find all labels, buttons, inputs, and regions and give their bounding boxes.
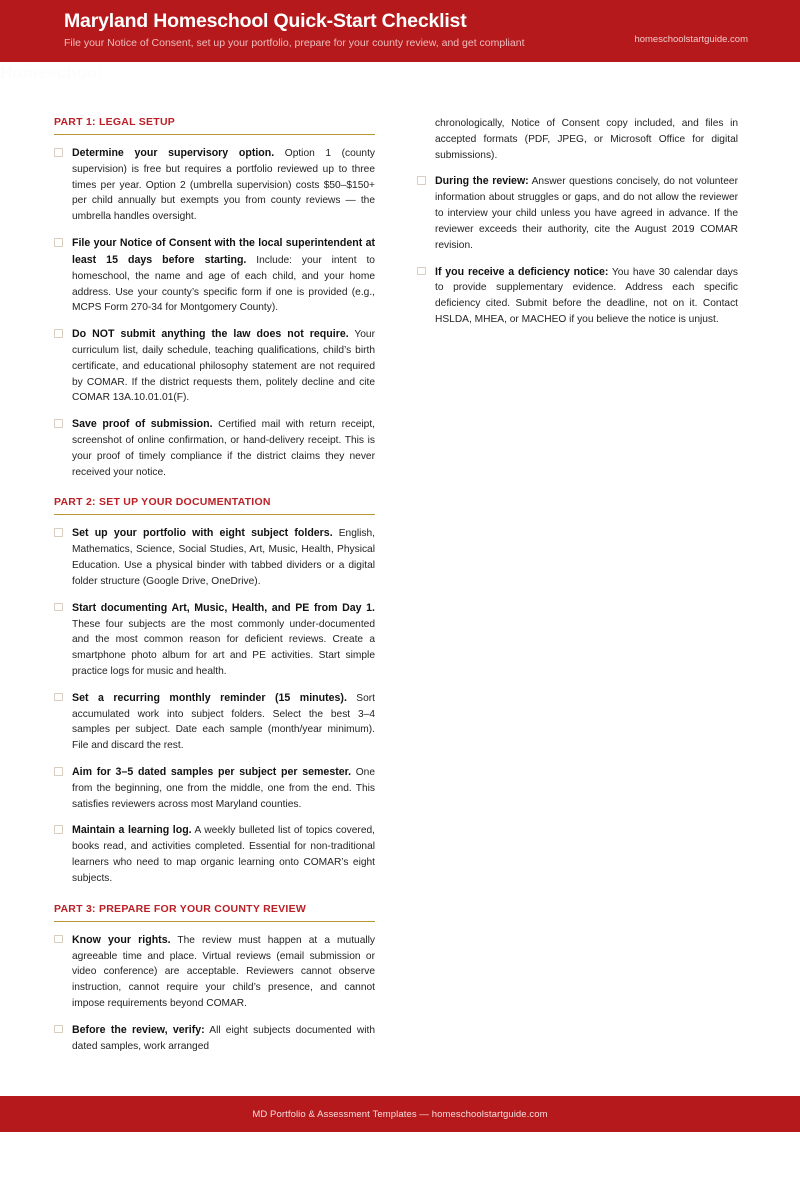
page-subtitle: File your Notice of Consent, set up your portfolio, prepare for your county review, and get compliant xyxy=(64,37,525,50)
checkbox-icon[interactable] xyxy=(54,767,63,776)
checklist-item-lead: Before the review, verify: xyxy=(72,1023,205,1036)
checklist-item-lead: Maintain a learning log. xyxy=(72,824,192,837)
checkbox-icon[interactable] xyxy=(54,1025,63,1034)
checklist-item[interactable] xyxy=(52,525,375,589)
checklist-item-body: One from the beginning, one from the middle, one from the end. This satisfies reviewers across most Maryland counties. xyxy=(72,767,375,810)
checklist xyxy=(52,525,375,886)
checklist-item-body: These four subjects are the most commonly under-documented and the most common reason for deficient reviews. Create a smartphone photo album for art and PE activities. Start simple practice logs for music and health. xyxy=(72,618,375,677)
checkbox-icon[interactable] xyxy=(54,603,63,612)
checklist-item-lead: File your Notice of Consent with the local superintendent at least 15 days before starting. xyxy=(72,237,375,266)
checklist-item-body: All eight subjects documented with dated samples, work arranged xyxy=(72,1024,375,1052)
checklist-item-lead: If you receive a deficiency notice: xyxy=(435,265,609,278)
section-divider xyxy=(54,134,375,135)
checklist-item[interactable] xyxy=(52,932,375,1012)
checklist-section xyxy=(52,496,375,886)
checklist-item-lead: Set up your portfolio with eight subject folders. xyxy=(72,527,333,540)
checklist-item-body: chronologically, Notice of Consent copy included, and files in accepted formats (PDF, JPEG, or Microsoft Office for digital submissions). xyxy=(435,118,738,161)
section-divider xyxy=(54,514,375,515)
section-heading: PART 1: LEGAL SETUP xyxy=(54,116,176,128)
page-title: Maryland Homeschool Quick-Start Checklist xyxy=(64,10,467,32)
checklist-item-lead: Save proof of submission. xyxy=(72,418,213,431)
checklist-continuation xyxy=(415,116,738,163)
checklist-item-body: You have 30 calendar days to provide supplementary evidence. Address each specific deficiency cited. Submit before the deadline, not on it. Contact HSLDA, MHEA, or MACHEO if you believe the notice is unjust. xyxy=(435,266,738,325)
section-heading: PART 3: PREPARE FOR YOUR COUNTY REVIEW xyxy=(54,902,306,915)
page-footer xyxy=(0,1096,800,1132)
checklist-item-body: A weekly bulleted list of topics covered, books read, and activities completed. Essential for non-traditional learners who need to map organic learning onto COMAR’s eight subjects. xyxy=(72,825,375,884)
checklist-item-lead: Determine your supervisory option. xyxy=(72,147,275,159)
left-column xyxy=(52,116,375,1056)
two-column-layout xyxy=(52,62,748,1056)
right-column xyxy=(415,116,738,328)
checklist-item-body: Sort accumulated work into subject folders. Select the best 3–4 samples per subject. Date each sample (month/year minimum). File and discard the rest. xyxy=(72,692,375,752)
checkbox-icon[interactable] xyxy=(54,825,63,834)
checklist-section xyxy=(52,903,375,1055)
checkbox-icon[interactable] xyxy=(54,238,63,247)
checklist-item[interactable] xyxy=(52,416,375,480)
checklist xyxy=(415,116,738,328)
checklist-item[interactable] xyxy=(52,235,375,316)
checkbox-icon[interactable] xyxy=(417,176,426,185)
checkbox-icon[interactable] xyxy=(417,267,426,276)
checklist-item[interactable] xyxy=(52,822,375,886)
checklist-item-lead: Start documenting Art, Music, Health, and PE from Day 1. xyxy=(72,601,375,614)
footer-text: MD Portfolio & Assessment Templates — homeschoolstartguide.com xyxy=(252,1108,548,1120)
checklist-item[interactable] xyxy=(52,600,375,680)
checklist-item[interactable] xyxy=(52,145,375,225)
checklist-item-lead: Set a recurring monthly reminder (15 minutes). xyxy=(72,691,347,704)
checkbox-icon[interactable] xyxy=(54,419,63,428)
checklist-item-lead: Aim for 3–5 dated samples per subject per semester. xyxy=(72,766,352,778)
checklist-item-lead: Know your rights. xyxy=(72,933,171,946)
checklist-item[interactable] xyxy=(52,326,375,406)
header-site-url: homeschoolstartguide.com xyxy=(634,34,748,45)
checklist xyxy=(52,932,375,1055)
checklist-item-body: Answer questions concisely, do not volunteer information about struggles or gaps, and do not allow the reviewer to interview your child unless you have agreed in advance. If the reviewer exceeds their authority, cite the August 2019 COMAR revision. xyxy=(435,176,738,251)
checkbox-icon[interactable] xyxy=(54,693,63,702)
checklist-item[interactable] xyxy=(52,690,375,754)
checklist-item[interactable] xyxy=(52,1022,375,1055)
checkbox-icon[interactable] xyxy=(54,528,63,537)
checklist-item-body: Certified mail with return receipt, screenshot of online confirmation, or hand-delivery receipt. This is your proof of timely compliance if the district claims they never received your notice. xyxy=(72,419,375,478)
checklist-item-body: Include: your intent to homeschool, the name and age of each child, and your home address. Use your county’s specific form if one is provided (e.g., MCPS Form 270-34 for Montgomery County). xyxy=(72,254,375,314)
checkbox-icon[interactable] xyxy=(54,148,63,157)
checkbox-icon[interactable] xyxy=(54,935,63,944)
checklist-item-lead: Do NOT submit anything the law does not require. xyxy=(72,328,349,341)
checklist-item-body: English, Mathematics, Science, Social Studies, Art, Music, Health, Physical Education. Use a physical binder with tabbed dividers or a digital folder structure (Google Drive, OneDrive). xyxy=(72,528,375,587)
checklist-section xyxy=(52,116,375,480)
checklist-item[interactable] xyxy=(52,764,375,812)
checklist-item-lead: During the review: xyxy=(435,175,529,188)
page-header xyxy=(0,0,800,62)
section-divider xyxy=(54,921,375,922)
page-body xyxy=(0,62,800,1194)
checklist-item-body: Your curriculum list, daily schedule, teaching qualifications, child’s birth certificate, and educational philosophy statement are not required by COMAR. If the district requests them, politely decline and cite COMAR 13A.10.01.01(F). xyxy=(72,329,375,404)
checklist xyxy=(52,145,375,480)
checklist-item-body: Option 1 (county supervision) is free but requires a portfolio reviewed up to three times per year. Option 2 (umbrella supervision) costs $50–$150+ per child annually but exempts you from county reviews — the umbrella handles oversight. xyxy=(72,148,375,223)
checkbox-icon[interactable] xyxy=(54,329,63,338)
header-watermark-text: Homeschool xyxy=(0,63,103,82)
checklist-item[interactable] xyxy=(415,173,738,253)
checklist-item[interactable] xyxy=(415,264,738,328)
section-heading: PART 2: SET UP YOUR DOCUMENTATION xyxy=(54,496,271,509)
checklist-item-body: The review must happen at a mutually agreeable time and place. Virtual reviews (email submission or video conference) are acceptable. Reviewers cannot observe instruction, cannot require your child’s presence, and cannot impose requirements beyond COMAR. xyxy=(72,934,375,1009)
